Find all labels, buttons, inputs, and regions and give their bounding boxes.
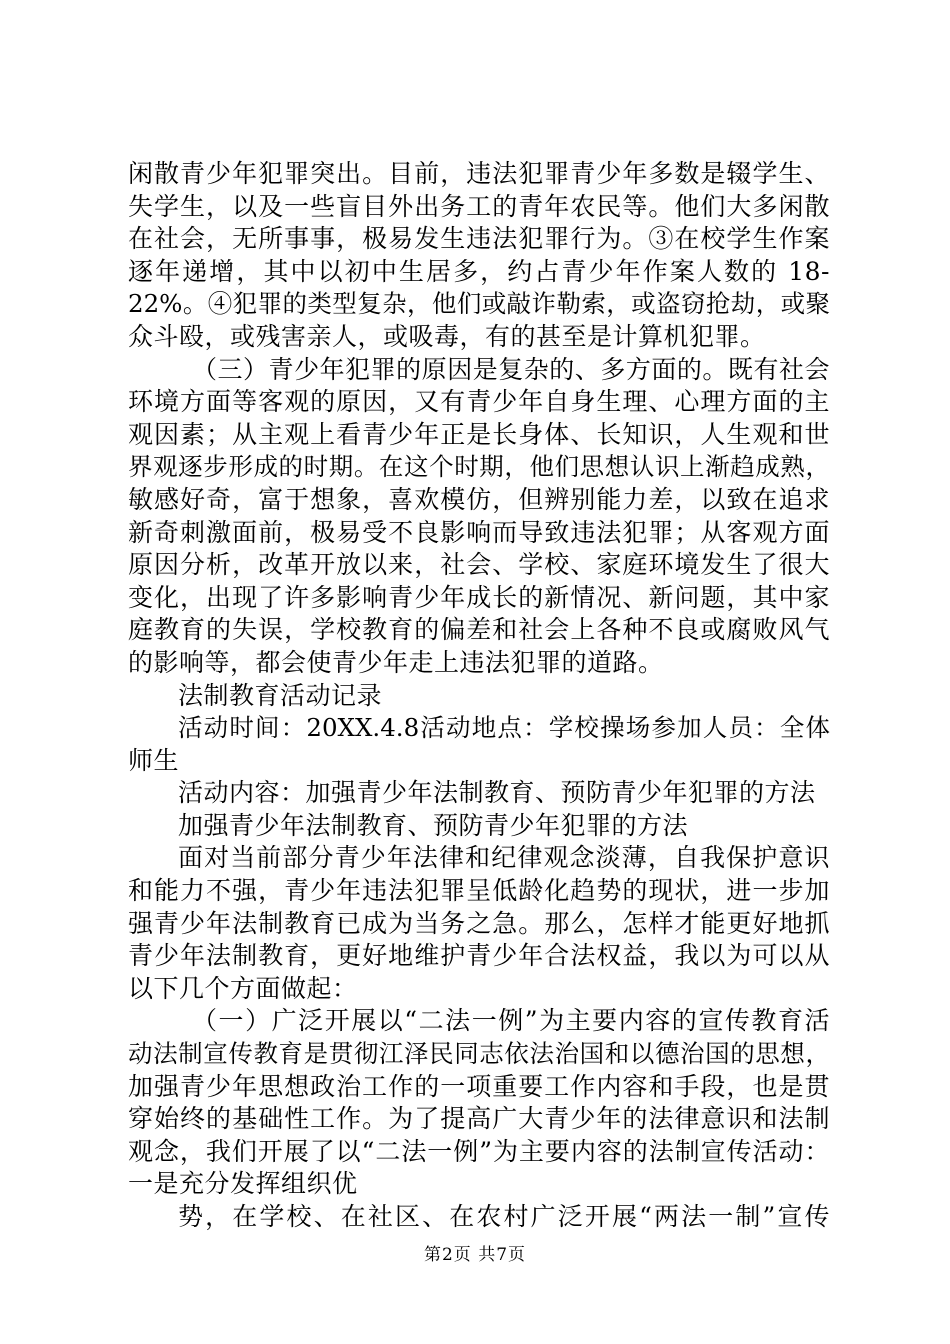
text-line: 庭教育的失误，学校教育的偏差和社会上各种不良或腐败风气: [128, 615, 830, 645]
page-number-footer: 第2页 共7页: [423, 1245, 527, 1265]
text-line: 敏感好奇，富于想象，喜欢模仿，但辨别能力差，以致在追求: [128, 484, 830, 514]
text-line: 在社会，无所事事，极易发生违法犯罪行为。③在校学生作案: [128, 224, 830, 254]
text-line: 加强青少年思想政治工作的一项重要工作内容和手段，也是贯: [128, 1071, 830, 1101]
text-line: 原因分析，改革开放以来，社会、学校、家庭环境发生了很大: [128, 550, 830, 580]
text-line: 师生: [128, 745, 180, 775]
text-line: 观念，我们开展了以“二法一例”为主要内容的法制宣传活动：: [128, 1136, 830, 1166]
text-line: 以下几个方面做起：: [128, 973, 358, 1003]
text-line: 一是充分发挥组织优: [128, 1169, 358, 1199]
text-line: 逐年递增，其中以初中生居多，约占青少年作案人数的 18-: [128, 256, 830, 286]
text-line: 活动时间：20XX.4.8活动地点：学校操场参加人员：全体: [178, 713, 830, 743]
text-line: 和能力不强，青少年违法犯罪呈低龄化趋势的现状，进一步加: [128, 876, 830, 906]
text-line: 观因素；从主观上看青少年正是长身体、长知识，人生观和世: [128, 419, 830, 449]
text-line: （一）广泛开展以“二法一例”为主要内容的宣传教育活: [192, 1006, 830, 1036]
text-line: 动法制宣传教育是贯彻江泽民同志依法治国和以德治国的思想，: [128, 1039, 830, 1069]
section-heading: 加强青少年法制教育、预防青少年犯罪的方法: [178, 810, 689, 840]
section-heading: 法制教育活动记录: [178, 680, 383, 710]
text-line: 活动内容：加强青少年法制教育、预防青少年犯罪的方法: [178, 778, 816, 808]
text-line: 环境方面等客观的原因，又有青少年自身生理、心理方面的主: [128, 387, 830, 417]
text-line: 变化，出现了许多影响青少年成长的新情况、新问题，其中家: [128, 582, 830, 612]
text-line: 失学生，以及一些盲目外出务工的青年农民等。他们大多闲散: [128, 191, 830, 221]
text-line: 众斗殴，或残害亲人，或吸毒，有的甚至是计算机犯罪。: [128, 321, 766, 351]
text-line: 强青少年法制教育已成为当务之急。那么，怎样才能更好地抓: [128, 908, 830, 938]
text-line: 面对当前部分青少年法律和纪律观念淡薄，自我保护意识: [178, 843, 830, 873]
text-line: 界观逐步形成的时期。在这个时期，他们思想认识上渐趋成熟，: [128, 452, 830, 482]
text-line: （三）青少年犯罪的原因是复杂的、多方面的。既有社会: [192, 354, 830, 384]
text-line: 的影响等，都会使青少年走上违法犯罪的道路。: [128, 647, 664, 677]
text-line: 势，在学校、在社区、在农村广泛开展“两法一制”宣传: [178, 1202, 830, 1231]
text-line: 穿始终的基础性工作。为了提高广大青少年的法律意识和法制: [128, 1104, 830, 1134]
text-line: 闲散青少年犯罪突出。目前，违法犯罪青少年多数是辍学生、: [128, 159, 830, 188]
text-line: 新奇刺激面前，极易受不良影响而导致违法犯罪；从客观方面: [128, 517, 830, 547]
document-body: [128, 158, 830, 1234]
text-line: 青少年法制教育，更好地维护青少年合法权益，我以为可以从: [128, 941, 830, 971]
text-line: 22%。④犯罪的类型复杂，他们或敲诈勒索，或盗窃抢劫，或聚: [128, 289, 830, 319]
